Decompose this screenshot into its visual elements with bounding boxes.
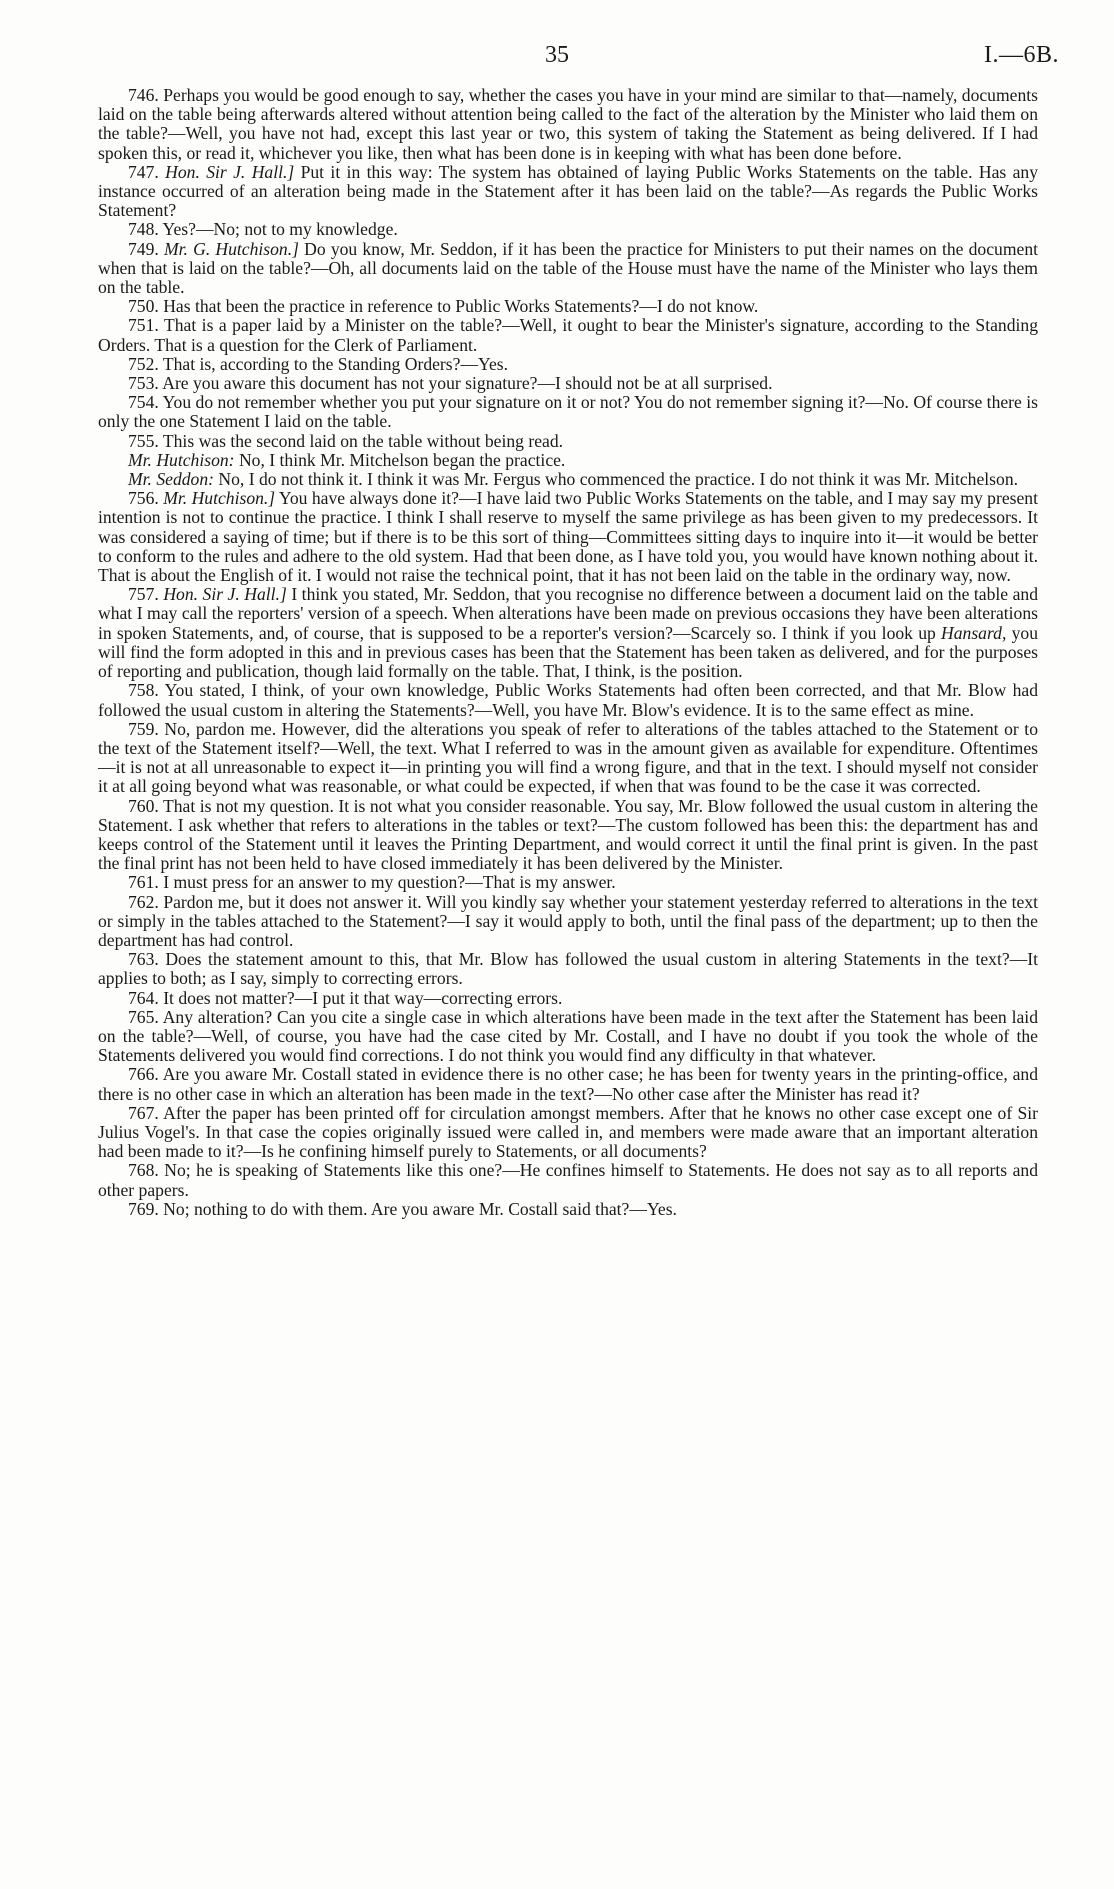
paragraph-749 [98, 240, 1038, 298]
paragraph-757 [98, 585, 1038, 681]
paragraph-text: It does not matter?—I put it that way—correcting errors. [163, 987, 563, 1008]
paragraph-750 [98, 297, 1038, 316]
paragraph-text: Has that been the practice in reference to Public Works Statements?—I do not know. [163, 296, 759, 317]
paragraph-text: Does the statement amount to this, that Mr. Blow has followed the usual custom in altering Statements in the text?—It applies to both; as I say, simply to correcting errors. [98, 949, 1038, 989]
paragraph-768 [98, 1161, 1038, 1199]
paragraph-758 [98, 681, 1038, 719]
report-code: I.—6B. [984, 42, 1059, 68]
question-number: 765. [128, 1006, 159, 1027]
paragraph-text: Perhaps you would be good enough to say, whether the cases you have in your mind are similar to that—namely, documents laid on the table being afterwards altered without attention being called to the fact of the alteration by the Minister who laid them on the table?—Well, you have not had, except this last year or two, this system of taking the Statement as being delivered. If I had spoken this, or read it, whichever you like, then what has been done is in keeping with what has been done before. [98, 85, 1038, 163]
paragraph-text: Do you know, Mr. Seddon, if it has been the practice for Ministers to put their names on the document when that is laid on the table?—Oh, all documents laid on the table of the House must have the name of the Minister who lays them on the table. [98, 238, 1039, 298]
testimony-body [98, 86, 1038, 1219]
paragraph-text: Pardon me, but it does not answer it. Will you kindly say whether your statement yesterday referred to alterations in the text or simply in the tables attached to the Statement?—I say it would apply to both, until the final pass of the department; up to then the department has had control. [98, 891, 1038, 950]
paragraph-763 [98, 950, 1038, 988]
question-number: 766. [128, 1064, 159, 1085]
question-number: 758. [128, 680, 159, 701]
page-number: 35 [545, 42, 569, 68]
question-number: 754. [128, 392, 159, 413]
question-number: 751. [128, 315, 159, 336]
paragraph-text: No, I do not think it. I think it was Mr. Fergus who commenced the practice. I do not think it was Mr. Mitchelson. [218, 469, 1019, 490]
speaker-name: Mr. Hutchison.] [163, 488, 276, 509]
question-number: 750. [128, 296, 159, 317]
question-number: 769. [128, 1198, 159, 1219]
speaker-name: Hon. Sir J. Hall.] [163, 584, 287, 605]
paragraph-759 [98, 720, 1038, 797]
paragraph-text: No; nothing to do with them. Are you aware Mr. Costall said that?—Yes. [163, 1198, 677, 1219]
paragraph-text: You stated, I think, of your own knowledge, Public Works Statements had often been corrected, and that Mr. Blow had followed the usual custom in altering the Statements?—Well, you have Mr. Blow's evidence. It is to the same effect as mine. [98, 680, 1038, 720]
paragraph-754 [98, 393, 1038, 431]
paragraph-746 [98, 86, 1038, 163]
interjection-hutchison [98, 451, 1038, 470]
paragraph-762 [98, 893, 1038, 951]
paragraph-747 [98, 163, 1038, 221]
paragraph-text: Yes?—No; not to my knowledge. [162, 219, 398, 240]
paragraph-text: That is, according to the Standing Orders?—Yes. [162, 353, 509, 374]
paragraph-769 [98, 1200, 1038, 1219]
paragraph-text: You do not remember whether you put your signature on it or not? You do not remember signing it?—No. Of course there is only the one Statement I laid on the table. [98, 392, 1038, 432]
paragraph-751 [98, 316, 1038, 354]
paragraph-text: This was the second laid on the table without being read. [162, 430, 564, 451]
paragraph-767 [98, 1104, 1038, 1162]
page-header [0, 42, 1114, 72]
paragraph-text: That is not my question. It is not what you consider reasonable. You say, Mr. Blow followed the usual custom in altering the Statement. I ask whether that refers to alterations in the tables or text?—The custom followed has been this: the department has and keeps control of the Statement until it leaves the Printing Department, and would correct it until the final print is given. In the past the final print has not been held to have closed immediately it has been delivered by the Minister. [98, 795, 1038, 874]
question-number: 749. [128, 238, 159, 259]
question-number: 746. [128, 85, 159, 105]
question-number: 747. [128, 161, 159, 182]
paragraph-748 [98, 220, 1038, 239]
paragraph-753 [98, 374, 1038, 393]
paragraph-text: No, pardon me. However, did the alterations you speak of refer to alterations of the tables attached to the Statement or to the text of the Statement itself?—Well, the text. What I referred to was in the amount given as available for expenditure. Oftentimes—it is not at all unreasonable to expect it—in printing you will find a wrong figure, and that in the text. I should myself not consider it at all going beyond what was reasonable, or what could be expected, if when that was found to be the case it was corrected. [98, 718, 1038, 797]
question-number: 768. [128, 1160, 159, 1181]
paragraph-text: After the paper has been printed off for circulation amongst members. After that he knows no other case except one of Sir Julius Vogel's. In that case the copies originally issued were called in, and members were made aware that an important alteration had been made to it?—Is he confining himself purely to Statements, or all documents? [98, 1102, 1038, 1162]
question-number: 756. [128, 488, 159, 509]
paragraph-756 [98, 489, 1038, 585]
speaker-name: Mr. Hutchison: [128, 449, 235, 470]
question-number: 757. [128, 584, 159, 605]
question-number: 767. [128, 1102, 159, 1123]
question-number: 760. [128, 795, 159, 816]
paragraph-text: Are you aware Mr. Costall stated in evidence there is no other case; he has been for twenty years in the printing-office, and there is no other case in which an alteration has been made in the text?—No other case after the Minister has read it? [98, 1064, 1038, 1104]
question-number: 763. [128, 949, 159, 970]
paragraph-text: I think you stated, Mr. Seddon, that you recognise no difference between a document laid on the table and what I may call the reporters' version of a speech. When alterations have been made on previous occasions they have been alterations in spoken Statements, and, of course, that is supposed to be a reporter's version?—Scarcely so. I think if you look up [98, 584, 1038, 643]
paragraph-text: I must press for an answer to my question?—That is my answer. [163, 872, 616, 893]
question-number: 759. [128, 718, 159, 739]
paragraph-755 [98, 432, 1038, 451]
question-number: 762. [128, 891, 159, 912]
paragraph-766 [98, 1065, 1038, 1103]
question-number: 748. [128, 219, 159, 240]
paragraph-765 [98, 1008, 1038, 1066]
paragraph-764 [98, 989, 1038, 1008]
question-number: 764. [128, 987, 159, 1008]
paragraph-text: No, I think Mr. Mitchelson began the practice. [238, 449, 566, 470]
question-number: 753. [128, 373, 159, 394]
paragraph-760 [98, 797, 1038, 874]
interjection-seddon [98, 470, 1038, 489]
paragraph-text: That is a paper laid by a Minister on the table?—Well, it ought to bear the Minister's signature, according to the Standing Orders. That is a question for the Clerk of Parliament. [98, 315, 1038, 355]
speaker-name: Mr. Seddon: [128, 469, 215, 490]
paragraph-752 [98, 355, 1038, 374]
paragraph-text: No; he is speaking of Statements like this one?—He confines himself to Statements. He does not say as to all reports and other papers. [98, 1160, 1038, 1200]
paragraph-text: You have always done it?—I have laid two Public Works Statements on the table, and I may say my present intention is not to continue the practice. I think I shall reserve to myself the same privilege as has been given to my predecessors. It was considered a saying of time; but if there is to be this sort of thing—Committees sitting days to inquire into it—it would be better to conform to the rules and adhere to the old system. Had that been done, as I have told you, you would have known nothing about it. That is about the English of it. I would not raise the technical point, that it has not been laid on the table in the ordinary way, now. [98, 488, 1038, 586]
question-number: 755. [128, 430, 159, 451]
paragraph-761 [98, 873, 1038, 892]
question-number: 761. [128, 872, 159, 893]
hansard-reference: Hansard, [941, 622, 1007, 643]
question-number: 752. [128, 353, 159, 374]
paragraph-text: Put it in this way: The system has obtained of laying Public Works Statements on the table. Has any instance occurred of an alteration being made in the Statement after it has been laid on the table?—As regards the Public Works Statement? [98, 161, 1039, 221]
speaker-name: Mr. G. Hutchison.] [163, 238, 299, 259]
paragraph-text: you will find the form adopted in this and in previous cases has been that the Statement has been taken as delivered, and for the purposes of reporting and publication, though laid formally on the table. That, I think, is the position. [98, 622, 1038, 682]
paragraph-text: Are you aware this document has not your signature?—I should not be at all surprised. [162, 373, 773, 394]
paragraph-text: Any alteration? Can you cite a single case in which alterations have been made in the text after the Statement has been laid on the table?—Well, of course, you have had the case cited by Mr. Costall, and I have no doubt if you took the whole of the Statements delivered you would find corrections. I do not think you would find any difficulty in that whatever. [98, 1006, 1038, 1066]
speaker-name: Hon. Sir J. Hall.] [165, 161, 295, 182]
